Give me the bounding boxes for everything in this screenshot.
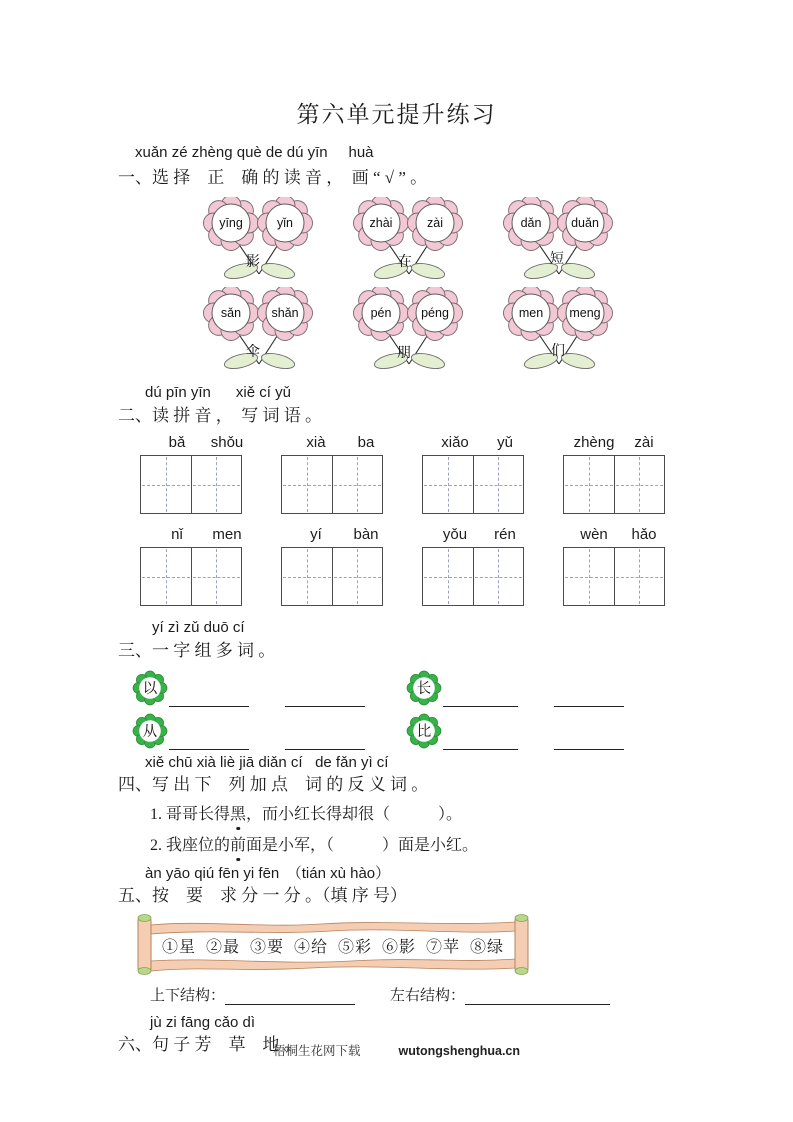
writing-grid (281, 547, 383, 606)
footer-site-name: 梧桐生花网下载 (272, 1044, 361, 1058)
answer-line (169, 676, 249, 707)
svg-text:meng: meng (569, 306, 601, 320)
svg-text:在: 在 (398, 255, 412, 270)
pinyin-flower-pair-peng (352, 287, 464, 375)
svg-text:短: 短 (550, 252, 564, 267)
svg-text:yīng: yīng (219, 216, 243, 230)
answer-line (443, 676, 518, 707)
word-pinyin: xiǎo (441, 434, 469, 451)
section6-pinyin: jù zi fāng cǎo dì (150, 1014, 256, 1031)
character-list: ①星 ②最 ③要 ④给 ⑤彩 ⑥影 ⑦苹 ⑧绿 (161, 939, 504, 956)
pinyin-flower-pair-ying (202, 197, 314, 285)
green-flower-badge-chang (405, 669, 443, 707)
flower-row-2 (202, 287, 793, 375)
writing-grid (140, 547, 242, 606)
pinyin-flower-pair-zai (352, 197, 464, 285)
svg-text:sǎn: sǎn (220, 306, 242, 320)
word-pinyin: ba (357, 434, 375, 451)
footer-site-url: wutongshenghua.cn (398, 1044, 521, 1058)
label-top-bottom-structure: 上下结构： (150, 988, 226, 1004)
structure-answer-row (150, 984, 793, 1005)
antonym-item-1 (150, 804, 793, 826)
word-pinyin: xià (306, 434, 326, 451)
svg-text:péng: péng (421, 306, 449, 320)
svg-text:比: 比 (416, 724, 432, 740)
svg-text:men: men (518, 306, 544, 320)
writing-grid-row-2 (140, 547, 793, 606)
emphasized-char: 黑 (230, 804, 246, 826)
svg-text:从: 从 (142, 724, 158, 740)
word-labels-row-2 (152, 526, 793, 543)
sentence-text: 2. 我座位的 (150, 837, 231, 854)
svg-text:shǎn: shǎn (271, 306, 299, 320)
svg-text:朋: 朋 (397, 346, 411, 361)
answer-line (554, 719, 624, 750)
section1-pinyin: xuǎn zé zhèng què de dú yīn huà (135, 144, 374, 161)
writing-grid (563, 547, 665, 606)
word-pinyin: rén (494, 526, 516, 543)
writing-grid (422, 547, 524, 606)
section3-pinyin: yí zì zǔ duō cí (152, 619, 245, 636)
section6-heading: 六、句 子 芳 草 地 。 (118, 1035, 301, 1054)
green-flower-badge-bi (405, 712, 443, 750)
green-flower-badge-cong (131, 712, 169, 750)
word-pinyin: men (212, 526, 242, 543)
word-pinyin: bǎ (168, 434, 186, 451)
word-pinyin: wèn (580, 526, 608, 543)
section5-heading: 五、按 要 求 分 一 分 。（填 序 号） (118, 886, 407, 905)
sentence-text: ，而小红长得却很（ ）。 (246, 806, 463, 823)
section1-heading: 一、选 择 正 确 的 读 音 ， 画 “ √ ” 。 (118, 168, 428, 187)
answer-line (285, 719, 365, 750)
svg-text:以: 以 (142, 681, 158, 697)
svg-text:dǎn: dǎn (520, 216, 542, 230)
answer-line (465, 987, 610, 1005)
answer-line (225, 987, 355, 1005)
svg-text:zài: zài (427, 216, 443, 230)
writing-grid (563, 455, 665, 514)
pinyin-flower-pair-san (202, 287, 314, 375)
emphasized-char: 前 (230, 835, 246, 857)
writing-grid (140, 455, 242, 514)
svg-text:影: 影 (246, 255, 260, 270)
word-pinyin: zài (634, 434, 654, 451)
answer-line (285, 676, 365, 707)
word-pinyin: shǒu (210, 434, 244, 451)
section5-pinyin: àn yāo qiú fēn yi fēn （tián xù hào） (145, 865, 391, 882)
writing-grid (422, 455, 524, 514)
section3-heading: 三、一 字 组 多 词 。 (118, 641, 276, 660)
section2-heading: 二、读 拼 音 ， 写 词 语 。 (118, 406, 322, 425)
pinyin-flower-pair-men (502, 287, 614, 375)
svg-text:pén: pén (370, 306, 392, 320)
word-labels-row-1 (152, 434, 793, 451)
antonym-item-2 (150, 835, 793, 857)
flower-row-1 (202, 197, 793, 285)
answer-line (443, 719, 518, 750)
answer-line (169, 719, 249, 750)
svg-text:duǎn: duǎn (571, 216, 599, 230)
word-pinyin: yǔ (497, 434, 513, 451)
svg-text:长: 长 (416, 681, 432, 697)
svg-text:伞: 伞 (246, 345, 260, 360)
svg-text:zhài: zhài (369, 216, 393, 230)
scroll-banner (131, 913, 535, 977)
word-pinyin: zhèng (573, 434, 615, 451)
word-pinyin: yǒu (442, 526, 468, 543)
svg-text:们: 们 (551, 344, 565, 359)
answer-line (554, 676, 624, 707)
section2-pinyin: dú pīn yīn xiě cí yǔ (145, 384, 291, 401)
word-pinyin: yí (310, 526, 322, 543)
svg-text:yǐn: yǐn (277, 216, 293, 230)
section4-heading: 四、写 出 下 列 加 点 词 的 反 义 词 。 (118, 775, 429, 794)
word-pinyin: hǎo (631, 526, 657, 543)
writing-grid (281, 455, 383, 514)
word-building-row-2 (131, 710, 793, 750)
sentence-text: 1. 哥哥长得 (150, 806, 231, 823)
word-pinyin: bàn (353, 526, 379, 543)
green-flower-badge-yi (131, 669, 169, 707)
section4-pinyin: xiě chū xià liè jiā diǎn cí de fǎn yì cí (145, 754, 389, 771)
label-left-right-structure: 左右结构： (390, 988, 466, 1004)
page-title: 第六单元提升练习 (296, 102, 497, 127)
word-building-row-1 (131, 667, 793, 707)
writing-grid-row-1 (140, 455, 793, 514)
pinyin-flower-pair-duan (502, 197, 614, 285)
sentence-text: 面是小军，（ ）面是小红。 (246, 837, 479, 854)
word-pinyin: nǐ (171, 526, 183, 543)
footer-watermark (0, 1041, 793, 1059)
